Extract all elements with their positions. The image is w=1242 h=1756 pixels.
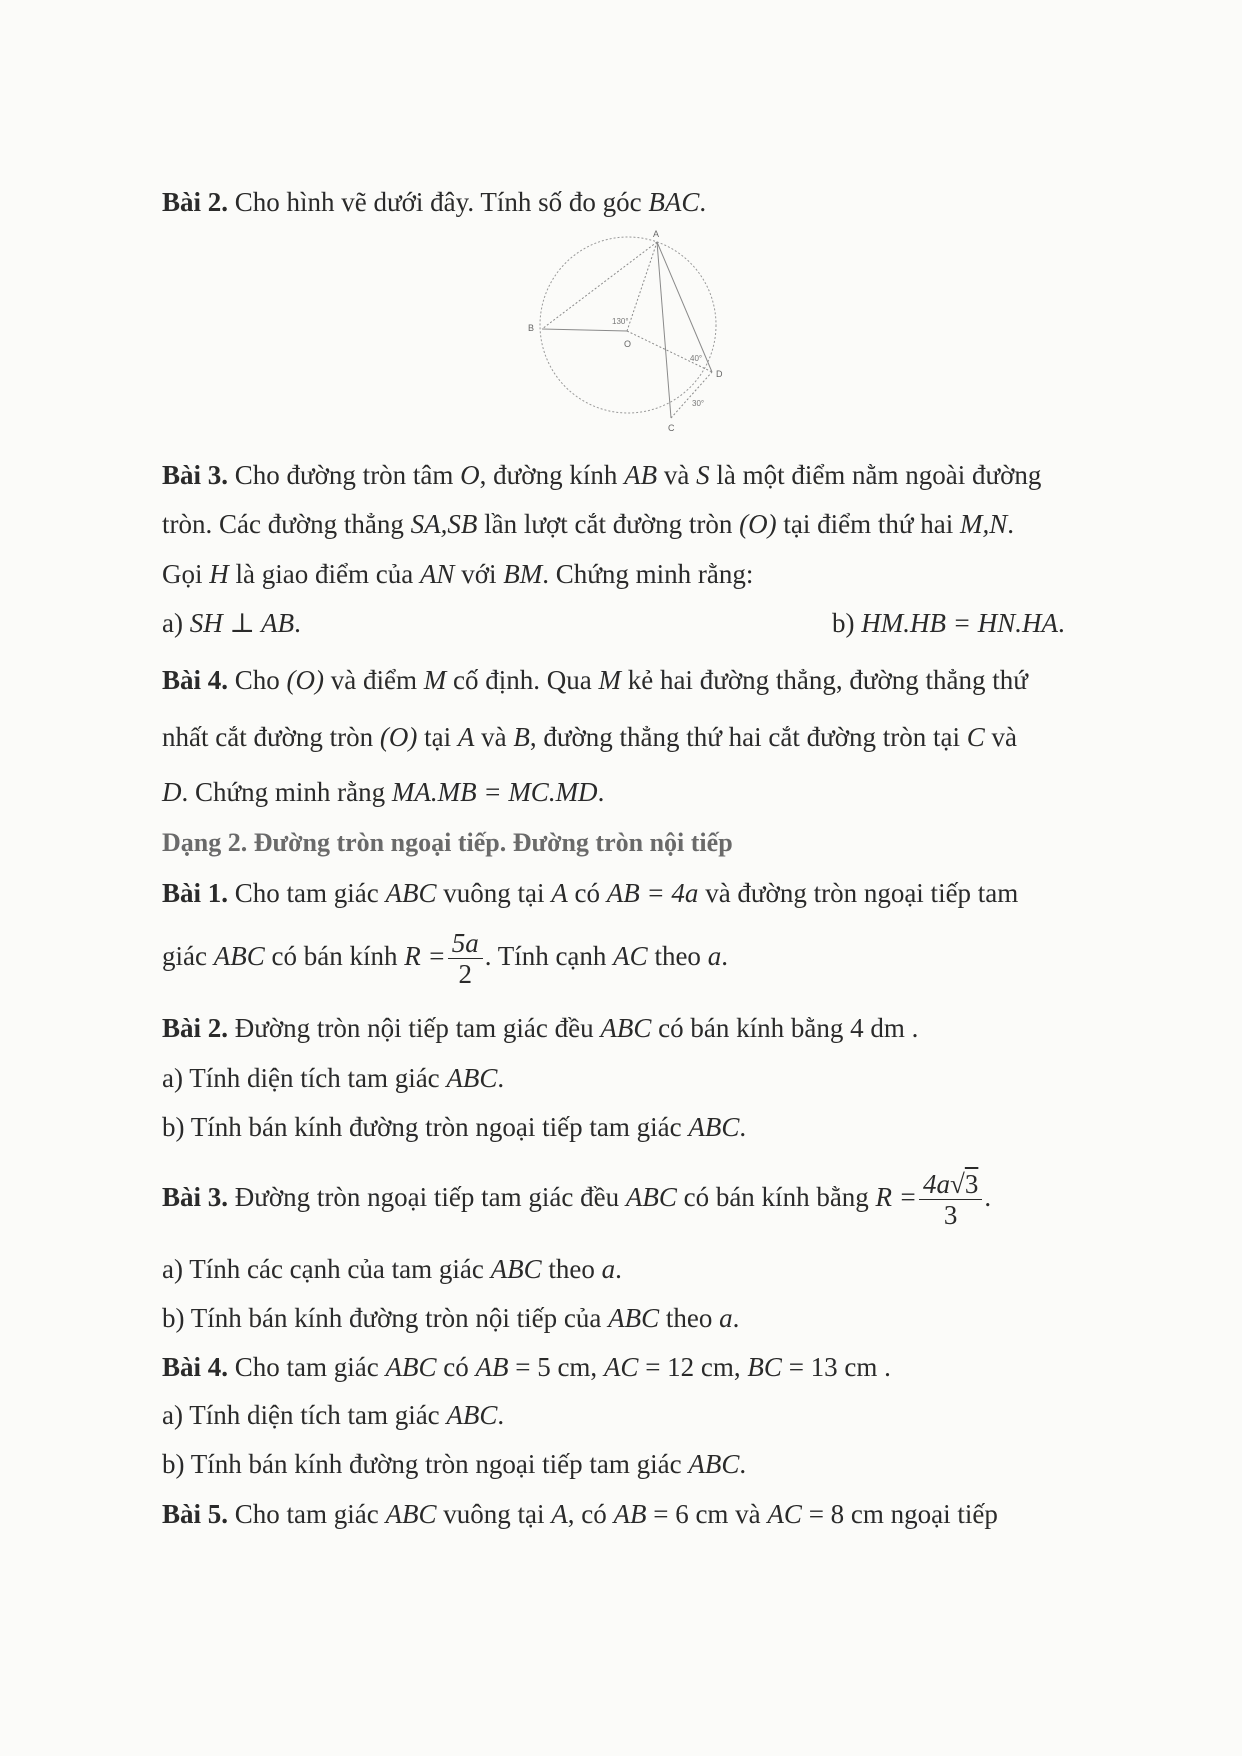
m: M bbox=[598, 665, 621, 695]
m: AC bbox=[613, 941, 648, 971]
m: a bbox=[601, 1254, 616, 1284]
t: và đường tròn ngoại tiếp tam bbox=[698, 878, 1019, 908]
b4-line3 bbox=[162, 775, 1112, 809]
s3-label: Bài 3. bbox=[162, 1182, 229, 1212]
t: . Chứng minh rằng: bbox=[542, 559, 754, 589]
m: BC bbox=[747, 1352, 782, 1382]
t: a) bbox=[162, 608, 190, 638]
t: Đường tròn ngoại tiếp tam giác đều bbox=[228, 1182, 626, 1212]
t: b) bbox=[832, 608, 862, 638]
t: và điểm bbox=[324, 665, 424, 695]
t: , đường kính bbox=[479, 460, 625, 490]
t: có bán kính bằng bbox=[676, 1182, 876, 1212]
m: ABC bbox=[213, 941, 265, 971]
t: . bbox=[294, 608, 301, 638]
numerator: 4a√3 bbox=[919, 1169, 982, 1200]
m: AB bbox=[613, 1499, 647, 1529]
s2-part-a bbox=[162, 1061, 1112, 1095]
t: nhất cắt đường tròn bbox=[162, 722, 380, 752]
s4-label: Bài 4. bbox=[162, 1352, 229, 1382]
b2-text: Cho hình vẽ dưới đây. Tính số đo góc bbox=[228, 187, 649, 217]
seg-cd bbox=[671, 372, 712, 418]
t: và bbox=[984, 722, 1017, 752]
t: . bbox=[739, 1112, 747, 1142]
t: b) Tính bán kính đường tròn nội tiếp của bbox=[162, 1303, 609, 1333]
m: AN bbox=[419, 559, 455, 589]
m: ABC bbox=[446, 1400, 498, 1430]
b3-line1 bbox=[162, 458, 1112, 492]
b2-line bbox=[162, 185, 1112, 219]
t: . bbox=[497, 1400, 505, 1430]
m: R = bbox=[875, 1182, 918, 1212]
t: b) Tính bán kính đường tròn ngoại tiếp tam giác bbox=[162, 1112, 689, 1142]
b3-part-a: SH ⊥ AB bbox=[189, 608, 295, 638]
s4-part-b bbox=[162, 1447, 1112, 1481]
t: . bbox=[721, 941, 728, 971]
t: . bbox=[984, 1182, 992, 1212]
m: M bbox=[423, 665, 447, 695]
t: theo bbox=[647, 941, 708, 971]
s2-label: Bài 2. bbox=[162, 1013, 229, 1043]
t: = 8 cm ngoại tiếp bbox=[801, 1499, 998, 1529]
m: a bbox=[719, 1303, 733, 1333]
b4-line1 bbox=[162, 663, 1112, 697]
label-130: 130° bbox=[612, 317, 629, 326]
t: có bbox=[567, 878, 607, 908]
label-30: 30° bbox=[692, 399, 705, 408]
t: 3 bbox=[964, 1169, 979, 1200]
m: ABC bbox=[385, 1352, 437, 1382]
t: Cho tam giác bbox=[228, 1352, 386, 1382]
t: theo bbox=[541, 1254, 602, 1284]
m: ABC bbox=[625, 1182, 677, 1212]
t: Cho tam giác bbox=[228, 878, 386, 908]
t: . bbox=[497, 1063, 505, 1093]
t: có bán kính bbox=[264, 941, 405, 971]
circle-figure bbox=[520, 225, 740, 435]
m: ABC bbox=[600, 1013, 652, 1043]
m: MA.MB = MC.MD bbox=[391, 777, 598, 807]
m: ABC bbox=[688, 1449, 740, 1479]
m: O bbox=[460, 460, 480, 490]
t: . bbox=[615, 1254, 622, 1284]
seg-ao bbox=[627, 242, 657, 331]
b4-label: Bài 4. bbox=[162, 665, 229, 695]
t: kẻ hai đường thẳng, đường thẳng thứ bbox=[620, 665, 1028, 695]
s2-line1 bbox=[162, 1011, 1112, 1045]
t: = 12 cm, bbox=[638, 1352, 748, 1382]
m: H bbox=[209, 559, 229, 589]
fraction-5a-2 bbox=[448, 928, 483, 989]
t: tại bbox=[417, 722, 458, 752]
m: D bbox=[162, 777, 182, 807]
s1-line1 bbox=[162, 876, 1112, 910]
t: Cho bbox=[228, 665, 287, 695]
t: b) Tính bán kính đường tròn ngoại tiếp tam giác bbox=[162, 1449, 689, 1479]
seg-ad bbox=[657, 242, 712, 372]
label-40: 40° bbox=[690, 354, 703, 363]
m: C bbox=[966, 722, 985, 752]
seg-ac bbox=[657, 242, 671, 418]
t: . bbox=[732, 1303, 740, 1333]
m: (O) bbox=[739, 509, 777, 539]
label-c: C bbox=[668, 423, 675, 433]
angle-bac: BAC bbox=[648, 187, 700, 217]
t: . bbox=[1057, 608, 1065, 638]
m: AB bbox=[624, 460, 658, 490]
b3-parts bbox=[162, 606, 1112, 640]
t: tại điểm thứ hai bbox=[776, 509, 960, 539]
m: ABC bbox=[688, 1112, 740, 1142]
s3-part-b bbox=[162, 1301, 1112, 1335]
m: AB = 4a bbox=[606, 878, 699, 908]
t: lần lượt cắt đường tròn bbox=[477, 509, 740, 539]
t: = 6 cm và bbox=[646, 1499, 768, 1529]
label-o: O bbox=[624, 339, 632, 349]
m: BM bbox=[503, 559, 543, 589]
t: Cho tam giác bbox=[228, 1499, 386, 1529]
s5-label: Bài 5. bbox=[162, 1499, 229, 1529]
t: , có bbox=[567, 1499, 614, 1529]
t: Gọi bbox=[162, 559, 210, 589]
m: S bbox=[696, 460, 710, 490]
t: . bbox=[739, 1449, 747, 1479]
b3-part-b: HM.HB = HN.HA bbox=[861, 608, 1058, 638]
t: tròn. Các đường thẳng bbox=[162, 509, 411, 539]
m: A bbox=[457, 722, 475, 752]
s1-label: Bài 1. bbox=[162, 878, 229, 908]
m: a bbox=[707, 941, 722, 971]
denominator: 3 bbox=[943, 1200, 958, 1231]
t: a) Tính các cạnh của tam giác bbox=[162, 1254, 491, 1284]
m: AC bbox=[603, 1352, 639, 1382]
t: a) Tính diện tích tam giác bbox=[162, 1063, 447, 1093]
m: B bbox=[513, 722, 530, 752]
s2-part-b bbox=[162, 1110, 1112, 1144]
fraction-4a-sqrt3-3 bbox=[919, 1169, 982, 1230]
seg-od bbox=[627, 331, 712, 372]
m: R = bbox=[404, 941, 446, 971]
m: ABC bbox=[446, 1063, 498, 1093]
seg-bo bbox=[542, 329, 627, 331]
t: giác bbox=[162, 941, 214, 971]
t: là một điểm nằm ngoài đường bbox=[709, 460, 1042, 490]
m: ABC bbox=[490, 1254, 542, 1284]
t: , đường thẳng thứ hai cắt đường tròn tại bbox=[529, 722, 967, 752]
t: có bán kính bằng 4 dm . bbox=[651, 1013, 919, 1043]
t: với bbox=[454, 559, 504, 589]
s5-line1 bbox=[162, 1497, 1112, 1531]
section-heading: Dạng 2. Đường tròn ngoại tiếp. Đường tròn nội tiếp bbox=[162, 828, 733, 857]
label-b: B bbox=[528, 323, 535, 333]
s4-part-a bbox=[162, 1398, 1112, 1432]
t: 4a bbox=[923, 1169, 951, 1200]
s3-line1 bbox=[162, 1165, 1112, 1230]
m: A bbox=[551, 1499, 568, 1529]
label-a: A bbox=[653, 229, 660, 239]
t: và bbox=[474, 722, 514, 752]
t: có bbox=[436, 1352, 476, 1382]
numerator: 5a bbox=[448, 928, 483, 959]
t: a) Tính diện tích tam giác bbox=[162, 1400, 447, 1430]
b3-line2 bbox=[162, 507, 1112, 541]
t: cố định. Qua bbox=[446, 665, 599, 695]
b2-label: Bài 2. bbox=[162, 187, 229, 217]
t: theo bbox=[659, 1303, 720, 1333]
m: A bbox=[551, 878, 568, 908]
t: là giao điểm của bbox=[228, 559, 420, 589]
s3-part-a bbox=[162, 1252, 1112, 1286]
t: vuông tại bbox=[436, 878, 552, 908]
t: và bbox=[657, 460, 697, 490]
m: ABC bbox=[385, 878, 437, 908]
t: . Tính cạnh bbox=[484, 941, 614, 971]
s4-line1 bbox=[162, 1350, 1112, 1384]
t: = 5 cm, bbox=[508, 1352, 604, 1382]
b3-label: Bài 3. bbox=[162, 460, 229, 490]
denominator: 2 bbox=[458, 959, 472, 990]
m: SA,SB bbox=[410, 509, 478, 539]
m: (O) bbox=[286, 665, 325, 695]
t: . Chứng minh rằng bbox=[181, 777, 392, 807]
label-d: D bbox=[716, 369, 723, 379]
b3-line3 bbox=[162, 557, 1112, 591]
m: ABC bbox=[385, 1499, 437, 1529]
t: vuông tại bbox=[436, 1499, 552, 1529]
s1-line2 bbox=[162, 924, 1112, 989]
m: AC bbox=[767, 1499, 802, 1529]
t: . bbox=[597, 777, 605, 807]
t: . bbox=[1007, 509, 1014, 539]
m: M,N bbox=[960, 509, 1008, 539]
seg-ab bbox=[542, 242, 657, 329]
m: ABC bbox=[608, 1303, 660, 1333]
m: AB bbox=[475, 1352, 509, 1382]
m: (O) bbox=[379, 722, 418, 752]
t: = 13 cm . bbox=[781, 1352, 891, 1382]
t: Cho đường tròn tâm bbox=[228, 460, 461, 490]
b4-line2 bbox=[162, 720, 1112, 754]
t: Đường tròn nội tiếp tam giác đều bbox=[228, 1013, 601, 1043]
b2-end: . bbox=[699, 187, 707, 217]
